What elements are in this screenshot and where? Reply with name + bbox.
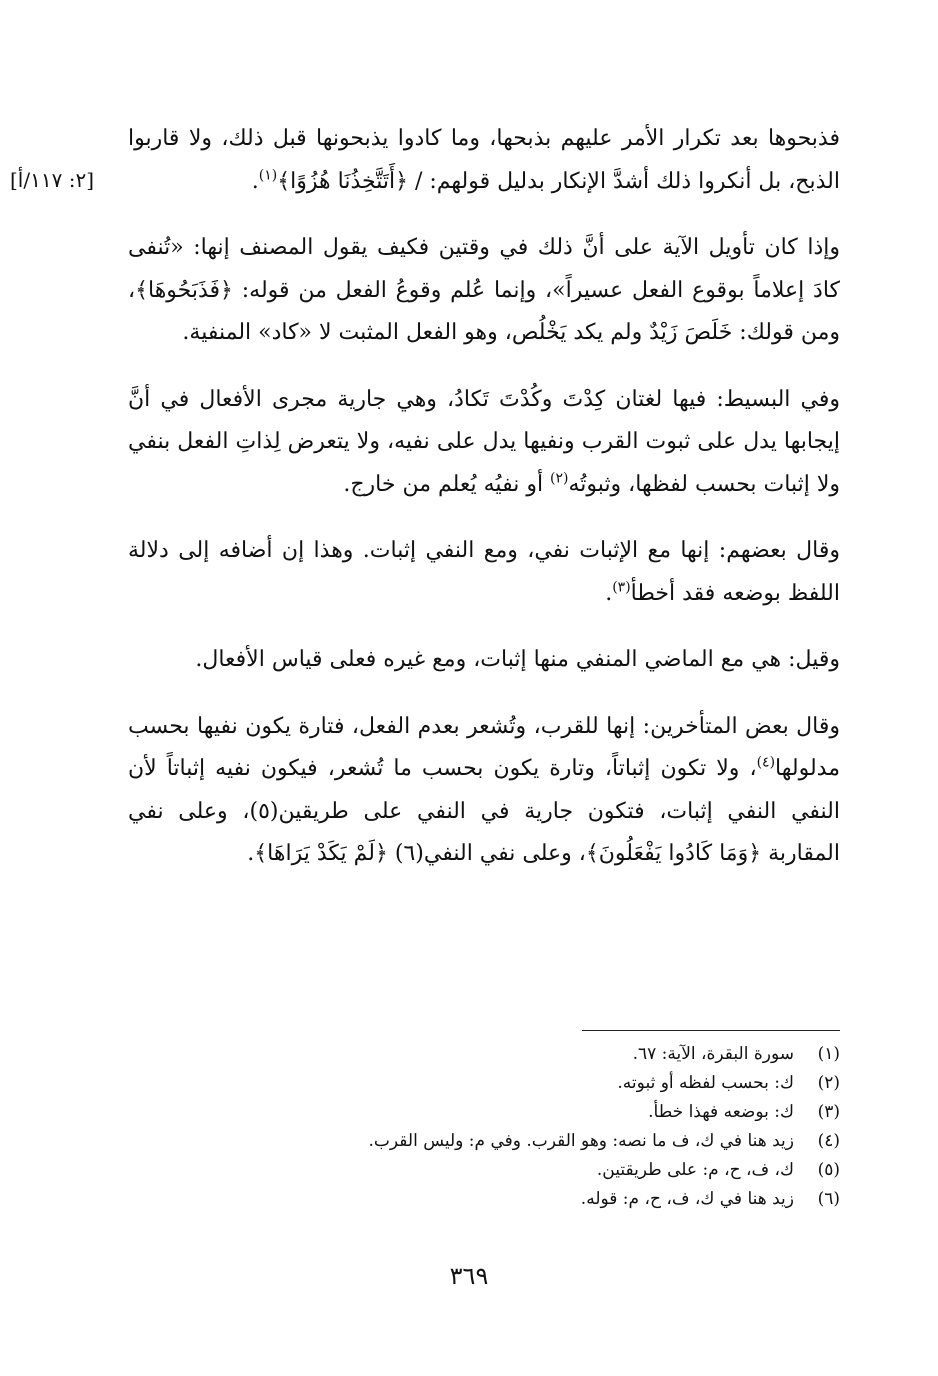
paragraph-tail: ، ولا تكون إثباتاً، وتارة يكون بحسب ما تُشعر، فيكون نفيه إثباتاً لأن النفي النفي إثبات، فتكون جارية في النفي على طريقين(٥)، وعلى نفي المقاربة ﴿وَمَا كَادُوا يَفْعَلُونَ﴾، وعلى نفي النفي(٦) ﴿لَمْ يَكَدْ يَرَاهَا﴾. — [128, 756, 840, 866]
footnote-number: (٢) — [817, 1073, 840, 1093]
paragraph-6 — [128, 706, 840, 876]
footnote-separator — [582, 1030, 840, 1031]
footnote-ref: (٤) — [756, 754, 776, 771]
page-number: ٣٦٩ — [449, 1262, 489, 1290]
paragraph-text: وقيل: هي مع الماضي المنفي منها إثبات، ومع غيره فعلى قياس الأفعال. — [195, 647, 840, 672]
footnote-item — [200, 1156, 840, 1185]
paragraph-tail: . — [251, 168, 259, 194]
paragraph-3 — [128, 379, 840, 507]
footnote-text: زيد هنا في ك، ف ما نصه: وهو القرب. وفي م: وليس القرب. — [368, 1131, 794, 1151]
paragraph-1 — [128, 118, 840, 203]
paragraph-2 — [128, 227, 840, 355]
footnote-number: (٥) — [817, 1160, 840, 1180]
footnote-item — [200, 1040, 840, 1069]
paragraph-text: وفي البسيط: فيها لغتان كِدْتَ وكُدْتَ تَكادُ، وهي جارية مجرى الأفعال في أنَّ إيجابها يدل على ثبوت القرب ونفيها يدل على نفيه، ولا يتعرض لِذاتِ الفعل بنفي ولا إثبات بحسب لفظها، وثبوتُه — [128, 386, 840, 497]
footnote-number: (١) — [817, 1044, 840, 1064]
paragraph-tail: . — [605, 580, 613, 606]
paragraph-5 — [128, 639, 840, 682]
footnote-ref: (٣) — [612, 579, 631, 596]
footnote-ref: (١) — [258, 167, 278, 184]
footnote-item — [200, 1069, 840, 1098]
margin-note: [٢: ١١٧/أ] — [10, 168, 95, 192]
footnote-text: ك: بحسب لفظه أو ثبوته. — [617, 1073, 794, 1093]
footnote-item — [200, 1098, 840, 1127]
footnote-text: ك، ف، ح، م: على طريقتين. — [596, 1160, 794, 1180]
footnotes — [200, 1040, 840, 1214]
footnote-number: (٣) — [817, 1102, 840, 1122]
footnote-text: سورة البقرة، الآية: ٦٧. — [632, 1044, 794, 1064]
footnote-number: (٤) — [817, 1131, 840, 1151]
paragraph-text: وإذا كان تأويل الآية على أنَّ ذلك في وقتين فكيف يقول المصنف إنها: «تُنفى كادَ إعلاماً بوقوع الفعل عسيراً»، وإنما عُلم وقوعُ الفعل من قوله: ﴿فَذَبَحُوهَا﴾، ومن قولك: خَلَصَ زَيْدٌ ولم يكد يَخْلُص، وهو الفعل المثبت لا «كاد» المنفية. — [128, 235, 840, 345]
footnote-number: (٦) — [817, 1189, 840, 1209]
paragraph-text: وقال بعضهم: إنها مع الإثبات نفي، ومع النفي إثبات. وهذا إن أضافه إلى دلالة اللفظ بوضعه فقد أخطأ — [128, 538, 840, 606]
footnote-text: زيد هنا في ك، ف، ح، م: قوله. — [580, 1189, 794, 1209]
main-text — [128, 118, 840, 900]
footnote-item — [200, 1127, 840, 1156]
paragraph-text: وقال بعض المتأخرين: إنها للقرب، وتُشعر بعدم الفعل، فتارة يكون نفيها بحسب مدلولها — [128, 713, 841, 781]
footnote-ref: (٢) — [550, 470, 569, 487]
footnote-text: ك: بوضعه فهذا خطأ. — [648, 1102, 794, 1122]
paragraph-4 — [128, 530, 840, 615]
paragraph-tail: أو نفيُه يُعلم من خارج. — [343, 471, 551, 497]
paragraph-text: فذبحوها بعد تكرار الأمر عليهم بذبحها، وما كادوا يذبحونها قبل ذلك، ولا قاربوا الذبح، بل أنكروا ذلك أشدَّ الإنكار بدليل قولهم: / ﴿أَتَتَّخِذُنَا هُزُوًا﴾ — [128, 126, 840, 194]
footnote-item — [200, 1185, 840, 1214]
